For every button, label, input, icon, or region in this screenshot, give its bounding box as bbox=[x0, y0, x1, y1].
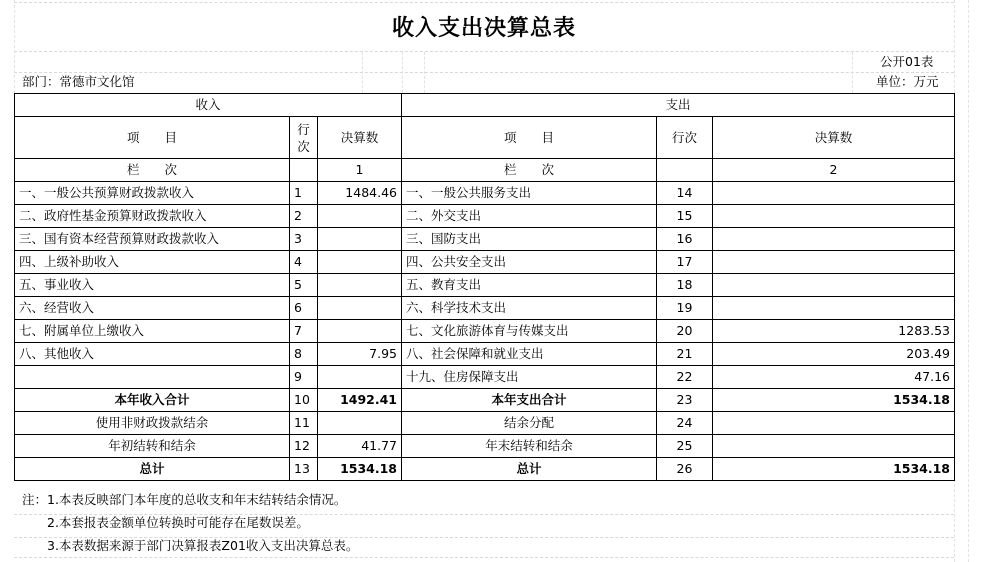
gridline bbox=[14, 557, 954, 558]
expense-amount-cell bbox=[713, 274, 955, 297]
income-total-item-cell: 本年收入合计 bbox=[15, 389, 290, 412]
total-row bbox=[15, 435, 955, 458]
income-amount-header: 决算数 bbox=[318, 117, 402, 159]
expense-total-line-cell: 26 bbox=[657, 458, 713, 481]
income-line-cell: 8 bbox=[290, 343, 318, 366]
income-total-amount-cell: 41.77 bbox=[318, 435, 402, 458]
income-item-cell: 六、经营收入 bbox=[15, 297, 290, 320]
income-total-item-cell: 总计 bbox=[15, 458, 290, 481]
table-row bbox=[15, 343, 955, 366]
expense-amount-cell bbox=[713, 182, 955, 205]
expense-amount-cell: 203.49 bbox=[713, 343, 955, 366]
gridline bbox=[14, 72, 954, 73]
table-row bbox=[15, 297, 955, 320]
footnotes bbox=[22, 488, 358, 557]
table-row bbox=[15, 320, 955, 343]
income-line-cell: 2 bbox=[290, 205, 318, 228]
income-section-header: 收入 bbox=[15, 94, 402, 117]
income-item-cell: 八、其他收入 bbox=[15, 343, 290, 366]
income-expense-table bbox=[14, 93, 955, 481]
column-header-row bbox=[15, 117, 955, 159]
expense-item-header: 项 目 bbox=[402, 117, 657, 159]
report-title: 收入支出决算总表 bbox=[391, 15, 576, 41]
income-line-cell: 6 bbox=[290, 297, 318, 320]
income-amount-cell bbox=[318, 228, 402, 251]
expense-item-cell: 六、科学技术支出 bbox=[402, 297, 657, 320]
income-amount-cell bbox=[318, 297, 402, 320]
expense-col-index: 2 bbox=[713, 159, 955, 182]
income-line-cell: 4 bbox=[290, 251, 318, 274]
expense-item-cell: 八、社会保障和就业支出 bbox=[402, 343, 657, 366]
gridline bbox=[968, 0, 969, 562]
income-line-cell: 3 bbox=[290, 228, 318, 251]
expense-line-cell: 17 bbox=[657, 251, 713, 274]
expense-item-cell: 三、国防支出 bbox=[402, 228, 657, 251]
expense-col-row-label: 栏 次 bbox=[402, 159, 657, 182]
income-total-line-cell: 10 bbox=[290, 389, 318, 412]
total-row bbox=[15, 458, 955, 481]
income-total-amount-cell bbox=[318, 412, 402, 435]
income-amount-cell: 7.95 bbox=[318, 343, 402, 366]
expense-line-header: 行次 bbox=[657, 117, 713, 159]
expense-amount-header: 决算数 bbox=[713, 117, 955, 159]
table-row bbox=[15, 251, 955, 274]
income-amount-cell bbox=[318, 205, 402, 228]
table-row bbox=[15, 366, 955, 389]
expense-total-item-cell: 总计 bbox=[402, 458, 657, 481]
income-total-amount-cell: 1492.41 bbox=[318, 389, 402, 412]
income-total-amount-cell: 1534.18 bbox=[318, 458, 402, 481]
expense-amount-cell bbox=[713, 228, 955, 251]
expense-item-cell: 五、教育支出 bbox=[402, 274, 657, 297]
expense-section-header: 支出 bbox=[402, 94, 955, 117]
footnote-2: 2.本套报表金额单位转换时可能存在尾数误差。 bbox=[47, 515, 309, 530]
gridline bbox=[14, 51, 954, 52]
table-code: 公开01表 bbox=[880, 54, 934, 69]
income-col-row-label: 栏 次 bbox=[15, 159, 290, 182]
expense-amount-cell bbox=[713, 205, 955, 228]
section-header-row bbox=[15, 94, 955, 117]
expense-item-cell: 十九、住房保障支出 bbox=[402, 366, 657, 389]
income-item-cell: 三、国有资本经营预算财政拨款收入 bbox=[15, 228, 290, 251]
income-item-cell: 二、政府性基金预算财政拨款收入 bbox=[15, 205, 290, 228]
expense-total-amount-cell bbox=[713, 412, 955, 435]
expense-total-line-cell: 23 bbox=[657, 389, 713, 412]
expense-item-cell: 七、文化旅游体育与传媒支出 bbox=[402, 320, 657, 343]
expense-line-cell: 15 bbox=[657, 205, 713, 228]
income-line-cell: 1 bbox=[290, 182, 318, 205]
income-item-cell bbox=[15, 366, 290, 389]
empty-cell bbox=[290, 159, 318, 182]
income-amount-cell: 1484.46 bbox=[318, 182, 402, 205]
income-item-cell: 五、事业收入 bbox=[15, 274, 290, 297]
income-total-line-cell: 12 bbox=[290, 435, 318, 458]
expense-total-line-cell: 25 bbox=[657, 435, 713, 458]
expense-line-cell: 16 bbox=[657, 228, 713, 251]
footnote-1: 注：1.本表反映部门本年度的总收支和年末结转结余情况。 bbox=[22, 492, 347, 507]
income-total-item-cell: 年初结转和结余 bbox=[15, 435, 290, 458]
expense-total-amount-cell bbox=[713, 435, 955, 458]
table-row bbox=[15, 182, 955, 205]
expense-total-line-cell: 24 bbox=[657, 412, 713, 435]
income-line-header: 行次 bbox=[290, 117, 318, 159]
income-line-cell: 9 bbox=[290, 366, 318, 389]
expense-total-item-cell: 年末结转和结余 bbox=[402, 435, 657, 458]
income-amount-cell bbox=[318, 366, 402, 389]
gridline bbox=[424, 52, 425, 93]
income-amount-cell bbox=[318, 320, 402, 343]
expense-line-cell: 18 bbox=[657, 274, 713, 297]
column-index-row bbox=[15, 159, 955, 182]
expense-line-cell: 19 bbox=[657, 297, 713, 320]
income-total-line-cell: 11 bbox=[290, 412, 318, 435]
gridline bbox=[402, 52, 403, 93]
expense-amount-cell: 1283.53 bbox=[713, 320, 955, 343]
income-amount-cell bbox=[318, 274, 402, 297]
table-row bbox=[15, 228, 955, 251]
expense-line-cell: 22 bbox=[657, 366, 713, 389]
expense-amount-cell bbox=[713, 297, 955, 320]
income-item-cell: 四、上级补助收入 bbox=[15, 251, 290, 274]
total-row bbox=[15, 389, 955, 412]
table-row bbox=[15, 274, 955, 297]
income-line-cell: 7 bbox=[290, 320, 318, 343]
income-amount-cell bbox=[318, 251, 402, 274]
expense-amount-cell bbox=[713, 251, 955, 274]
expense-item-cell: 四、公共安全支出 bbox=[402, 251, 657, 274]
income-item-header: 项 目 bbox=[15, 117, 290, 159]
expense-item-cell: 二、外交支出 bbox=[402, 205, 657, 228]
expense-total-item-cell: 结余分配 bbox=[402, 412, 657, 435]
footnote-3: 3.本表数据来源于部门决算报表Z01收入支出决算总表。 bbox=[47, 538, 359, 553]
gridline bbox=[14, 2, 954, 3]
income-item-cell: 一、一般公共预算财政拨款收入 bbox=[15, 182, 290, 205]
expense-total-amount-cell: 1534.18 bbox=[713, 389, 955, 412]
gridline bbox=[852, 52, 853, 93]
expense-total-amount-cell: 1534.18 bbox=[713, 458, 955, 481]
expense-item-cell: 一、一般公共服务支出 bbox=[402, 182, 657, 205]
expense-total-item-cell: 本年支出合计 bbox=[402, 389, 657, 412]
department-label: 部门：常德市文化馆 bbox=[22, 74, 135, 89]
income-col-index: 1 bbox=[318, 159, 402, 182]
gridline bbox=[362, 52, 363, 93]
expense-line-cell: 14 bbox=[657, 182, 713, 205]
income-total-line-cell: 13 bbox=[290, 458, 318, 481]
income-item-cell: 七、附属单位上缴收入 bbox=[15, 320, 290, 343]
expense-amount-cell: 47.16 bbox=[713, 366, 955, 389]
income-total-item-cell: 使用非财政拨款结余 bbox=[15, 412, 290, 435]
expense-line-cell: 21 bbox=[657, 343, 713, 366]
expense-line-cell: 20 bbox=[657, 320, 713, 343]
unit-label: 单位：万元 bbox=[876, 74, 939, 89]
total-row bbox=[15, 412, 955, 435]
table-row bbox=[15, 205, 955, 228]
empty-cell bbox=[657, 159, 713, 182]
income-line-cell: 5 bbox=[290, 274, 318, 297]
